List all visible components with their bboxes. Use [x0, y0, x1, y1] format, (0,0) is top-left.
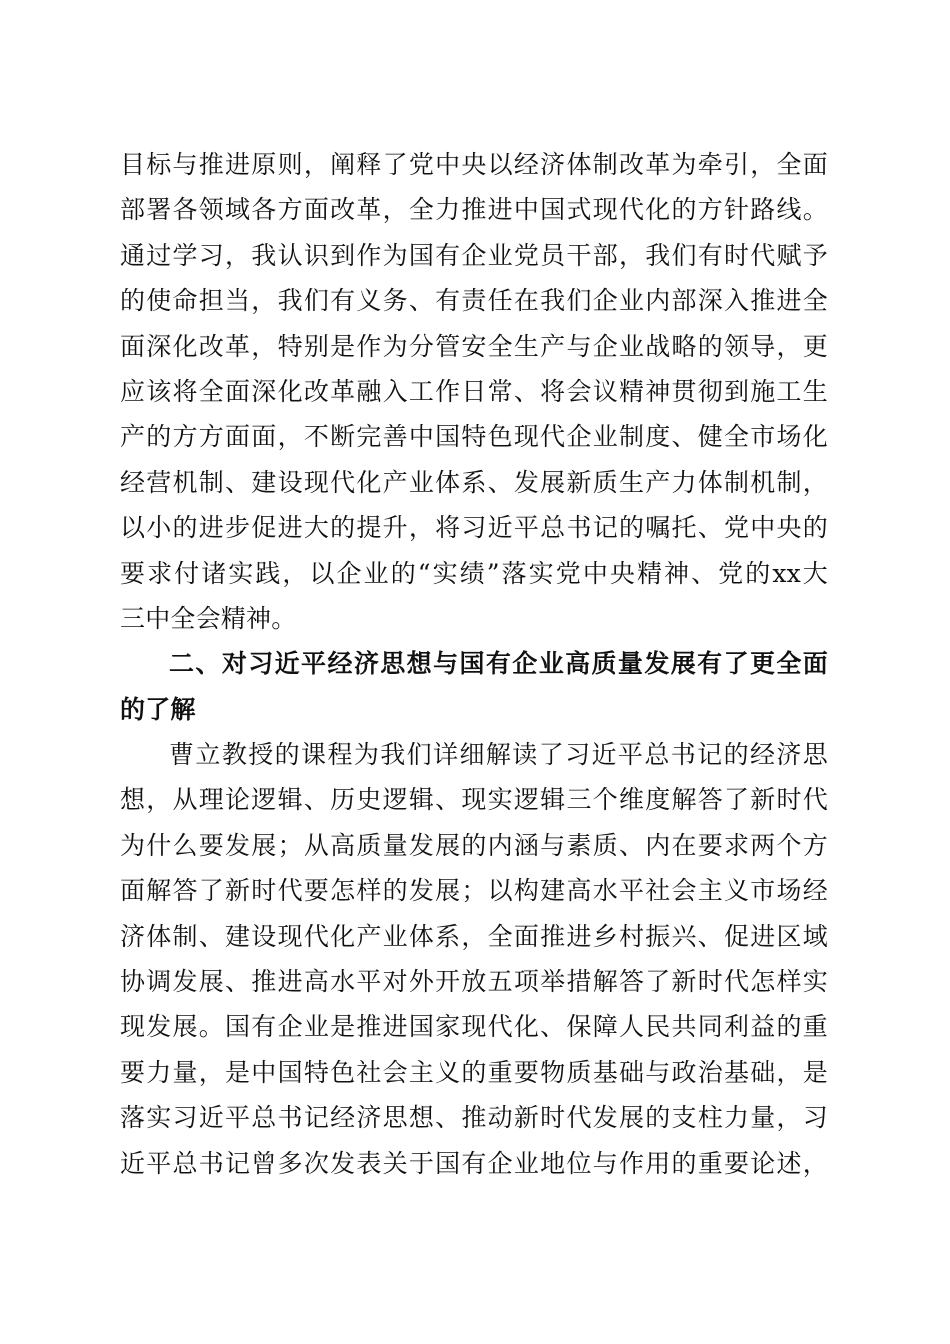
paragraph-line: 落实习近平总书记经济思想、推动新时代发展的支柱力量，习: [120, 1103, 828, 1133]
paragraph-line: 目标与推进原则，阐释了党中央以经济体制改革为牵引，全面: [120, 150, 828, 179]
paragraph-line: 协调发展、推进高水平对外开放五项举措解答了新时代怎样实: [120, 967, 828, 997]
document-body: [120, 142, 828, 1186]
paragraph-line: 产的方方面面，不断完善中国特色现代企业制度、健全市场化: [120, 422, 828, 452]
paragraph-line: 部署各领域各方面改革，全力推进中国式现代化的方针路线。: [120, 195, 828, 225]
paragraph-line: 经营机制、建设现代化产业体系、发展新质生产力体制机制，: [120, 467, 828, 497]
paragraph-line: 济体制、建设现代化产业体系，全面推进乡村振兴、促进区域: [120, 921, 828, 951]
paragraph-line: 想，从理论逻辑、历史逻辑、现实逻辑三个维度解答了新时代: [120, 785, 828, 815]
section-heading: 二、对习近平经济思想与国有企业高质量发展有了更全面: [169, 649, 828, 679]
paragraph-line: 为什么要发展；从高质量发展的内涵与素质、内在要求两个方: [120, 830, 828, 860]
paragraph-line: 通过学习，我认识到作为国有企业党员干部，我们有时代赋予: [120, 240, 828, 270]
paragraph-line: 曹立教授的课程为我们详细解读了习近平总书记的经济思: [169, 740, 828, 770]
paragraph-line: 三中全会精神。: [120, 603, 297, 633]
paragraph-line: 要力量，是中国特色社会主义的重要物质基础与政治基础，是: [120, 1057, 828, 1087]
paragraph-line: 要求付诸实践，以企业的“实绩”落实党中央精神、党的xx大: [120, 558, 828, 588]
paragraph-line: 现发展。国有企业是推进国家现代化、保障人民共同利益的重: [120, 1012, 828, 1042]
paragraph-line: 以小的进步促进大的提升，将习近平总书记的嘱托、党中央的: [120, 513, 828, 543]
paragraph-line: 近平总书记曾多次发表关于国有企业地位与作用的重要论述，: [120, 1148, 828, 1178]
paragraph-line: 面深化改革，特别是作为分管安全生产与企业战略的领导，更: [120, 331, 828, 361]
paragraph-line: 的使命担当，我们有义务、有责任在我们企业内部深入推进全: [120, 286, 828, 316]
paragraph-line: 面解答了新时代要怎样的发展；以构建高水平社会主义市场经: [120, 876, 828, 906]
paragraph-line: 应该将全面深化改革融入工作日常、将会议精神贯彻到施工生: [120, 376, 828, 406]
section-heading: 的了解: [120, 694, 196, 724]
